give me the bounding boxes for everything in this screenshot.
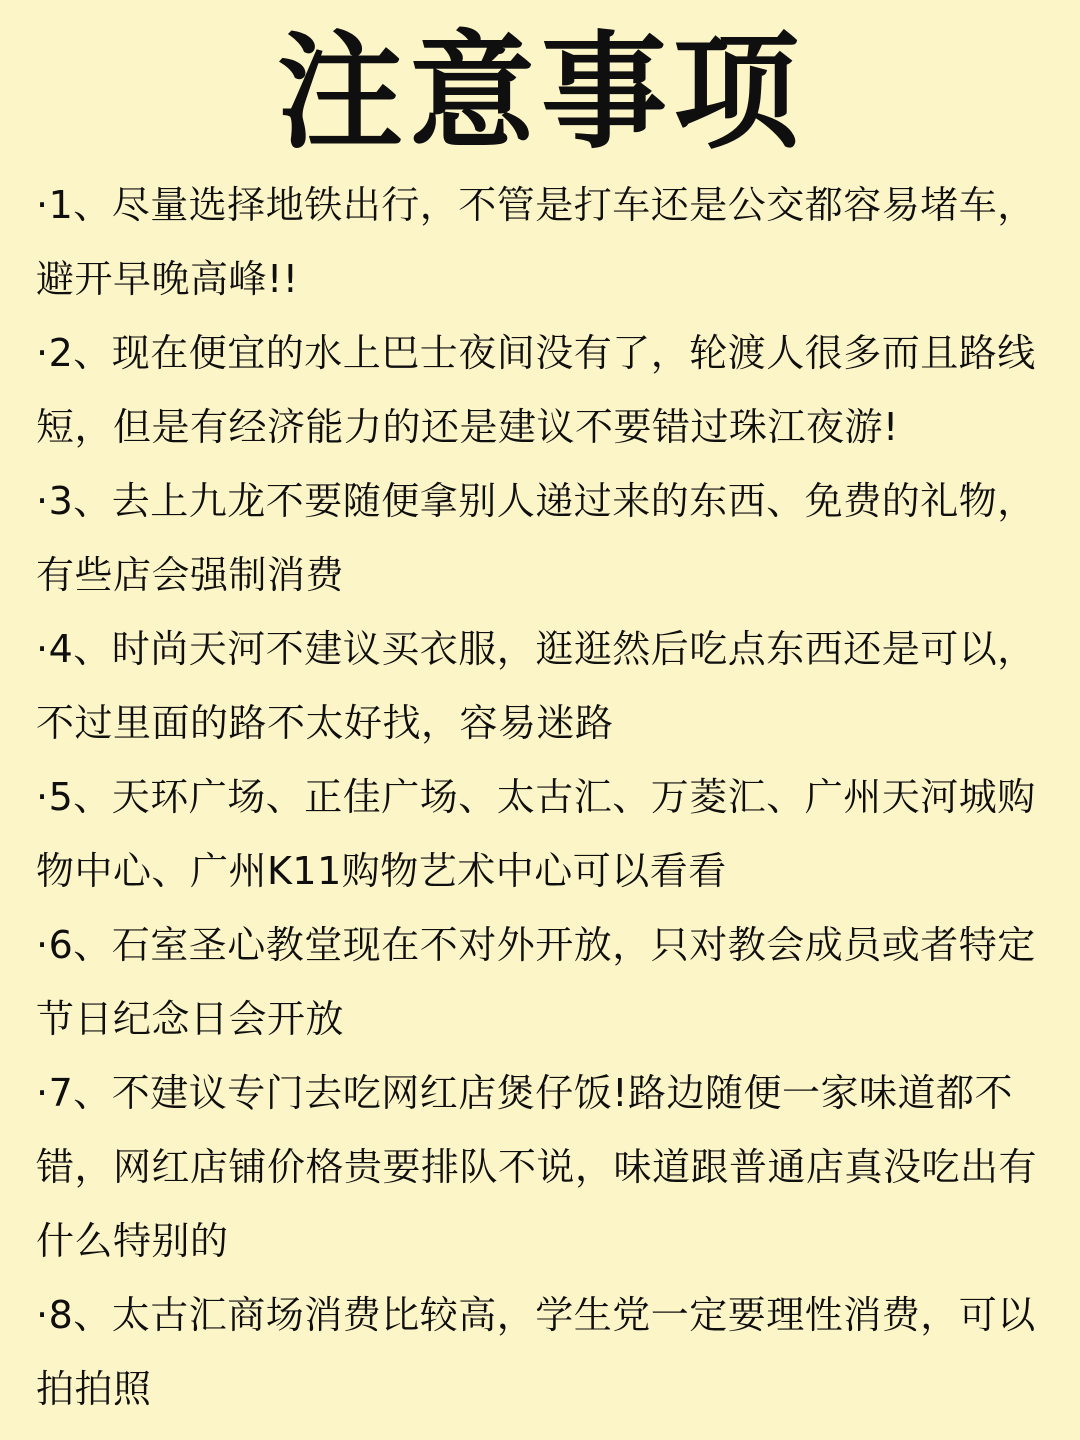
tip-text: ·1、尽量选择地铁出行，不管是打车还是公交都容易堵车，避开早晚高峰!!: [36, 183, 1036, 301]
tip-text: ·7、不建议专门去吃网红店煲仔饭!路边随便一家味道都不错，网红店铺价格贵要排队不说，味道跟普通店真没吃出有什么特别的: [36, 1071, 1038, 1263]
tip-item-4: [36, 612, 1046, 760]
tip-item-1: [36, 168, 1046, 316]
tip-item-8: [36, 1278, 1046, 1426]
page-title: 注意事项: [277, 19, 805, 166]
tip-text: ·2、现在便宜的水上巴士夜间没有了，轮渡人很多而且路线短，但是有经济能力的还是建议不要错过珠江夜游!: [36, 331, 1036, 449]
tip-text: ·4、时尚天河不建议买衣服，逛逛然后吃点东西还是可以，不过里面的路不太好找，容易迷路: [36, 627, 1036, 745]
tip-item-3: [36, 464, 1046, 612]
tips-list: [36, 168, 1046, 1426]
tip-item-6: [36, 908, 1046, 1056]
tip-text: ·5、天环广场、正佳广场、太古汇、万菱汇、广州天河城购物中心、广州K11购物艺术中心可以看看: [36, 775, 1036, 893]
tip-item-7: [36, 1056, 1046, 1278]
tip-text: ·6、石室圣心教堂现在不对外开放，只对教会成员或者特定节日纪念日会开放: [36, 923, 1036, 1041]
tip-item-2: [36, 316, 1046, 464]
tip-text: ·3、去上九龙不要随便拿别人递过来的东西、免费的礼物，有些店会强制消费: [36, 479, 1036, 597]
tip-item-5: [36, 760, 1046, 908]
tip-text: ·8、太古汇商场消费比较高，学生党一定要理性消费，可以拍拍照: [36, 1293, 1036, 1411]
